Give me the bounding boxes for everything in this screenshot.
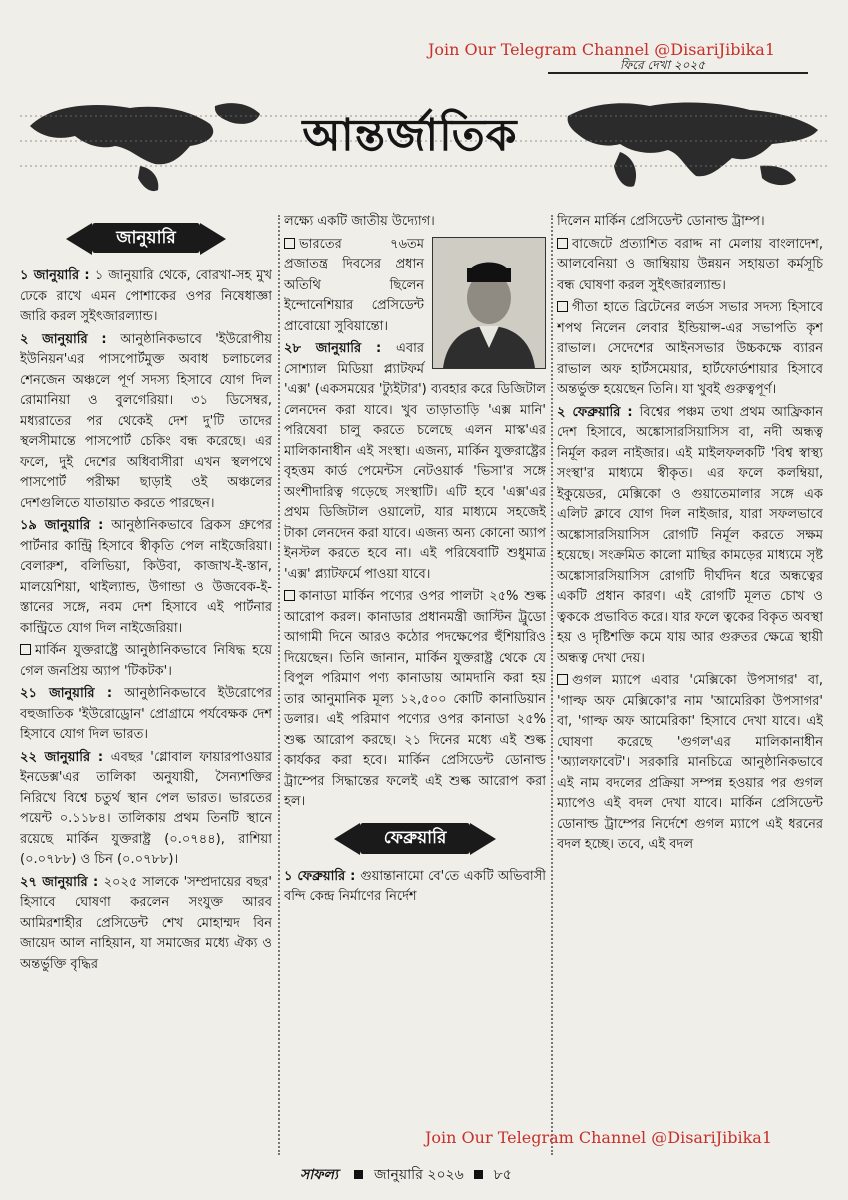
news-text: মার্কিন যুক্তরাষ্ট্রে আনুষ্ঠানিকভাবে নিষিদ্ধ হয়ে গেল জনপ্রিয় অ্যাপ 'টিকটক'। xyxy=(20,643,272,679)
news-text: আনুষ্ঠানিকভাবে ইউরোপের বহুজাতিক 'ইউরোড্রোন' প্রোগ্রামে পর্যবেক্ষক দেশ হিসাবে যোগ দিল ভারত। xyxy=(20,686,272,742)
news-item xyxy=(284,867,546,908)
news-item xyxy=(557,403,823,670)
telegram-watermark-top: Join Our Telegram Channel @DisariJibika1 xyxy=(428,40,776,59)
news-text: ভারতের ৭৬তম প্রজাতন্ত্র দিবসের প্রধান অতিথি ছিলেন ইন্দোনেশিয়ার প্রেসিডেন্ট প্রাবোয়ো সুবিয়ান্তো। xyxy=(284,236,424,334)
news-item xyxy=(557,671,823,856)
column-2 xyxy=(284,212,546,1132)
column-divider-1 xyxy=(278,215,280,1155)
news-text: লক্ষ্যে একটি জাতীয় উদ্যোগ। xyxy=(284,214,435,229)
telegram-watermark-bottom: Join Our Telegram Channel @DisariJibika1 xyxy=(425,1128,773,1147)
news-item xyxy=(20,748,272,871)
month-pill xyxy=(360,823,471,854)
news-text: ২০২৫ সালকে 'সম্প্রদায়ের বছর' হিসাবে ঘোষণা করলেন সংযুক্ত আরব আমিরশাহীর প্রেসিডেন্ট শেখ মোহাম্মদ বিন জায়েদ আল নাহিয়ান, যা সমাজের মধ্যে ঐক্য ও অন্তর্ভুক্তি বৃদ্ধির xyxy=(20,874,272,972)
checkbox-bullet-icon xyxy=(20,644,31,655)
footer-issue: জানুয়ারি ২০২৬ xyxy=(373,1167,464,1183)
news-text: এবার সোশ্যাল মিডিয়া প্ল্যাটফর্ম 'এক্স' (একসময়ের 'ট্যুইটার') ব্যবহার করে ডিজিটাল লেনদেন করা যাবে। খুব তাড়াতাড়ি 'এক্স মানি' পরিষেবা চালু করতে চলেছে এলন মাস্ক'এর মালিকানাধীন এই সংস্থা। এজন্য, মার্কিন যুক্তরাষ্ট্রের বৃহত্তম কার্ড পেমেন্টস নেটওয়ার্ক 'ভিসা'র সঙ্গে অংশীদারিত্ব গড়েছে সংস্থাটি। এটি হবে 'এক্স'এর প্রথম ডিজিটাল ওয়ালেট, যার মাধ্যমে সহজেই টাকা লেনদেন করা যাবে। এজন্য অন্য কোনো অ্যাপ ইনস্টল করতে হবে না। এই পরিষেবাটি শুধুমাত্র 'এক্স' প্ল্যাটফর্মে পাওয়া যাবে। xyxy=(284,341,546,582)
magazine-logo: সাফল্য xyxy=(300,1167,339,1183)
checkbox-bullet-icon xyxy=(557,301,568,312)
news-text: গুয়ান্তানামো বে'তে একটি অভিবাসী বন্দি কেন্দ্র নির্মাণের নির্দেশ xyxy=(284,868,546,904)
date-lead: ২৮ জানুয়ারি : xyxy=(284,341,396,356)
news-item xyxy=(20,873,272,976)
month-label: ফেব্রুয়ারি xyxy=(383,828,447,849)
running-head-rule xyxy=(548,72,808,74)
news-text: বাজেটে প্রত্যাশিত বরাদ্দ না মেলায় বাংলাদেশ, আলবেনিয়া ও জাম্বিয়ায় উন্নয়ন সহায়তা কর্মসূচি বন্ধ ঘোষণা করল সুইৎজারল্যান্ড। xyxy=(557,236,823,293)
news-item xyxy=(20,684,272,746)
news-text: আনুষ্ঠানিকভাবে 'ইউরোপীয় ইউনিয়ন'এর পাসপোর্টমুক্ত অবাধ চলাচলের শেনজেন অঞ্চলে পূর্ণ সদস্য হিসাবে যোগ দিল রোমানিয়া ও বুলগেরিয়া। ৩১ ডিসেম্বর, মধ্যরাতের পর থেকেই দেশ দু'টি তাদের স্থলসীমান্তে পাসপোর্ট চেকিং বন্ধ করেছে। এর ফলে, দুই দেশের অধিবাসীরা এখন স্থলপথে পাসপোর্ট পরীক্ষা ছাড়াই ওই অঞ্চলের দেশগুলিতে যাতায়াত করতে পারছেন। xyxy=(20,331,272,511)
checkbox-bullet-icon xyxy=(284,590,295,601)
news-text: বিশ্বের পঞ্চম তথা প্রথম আফ্রিকান দেশ হিসাবে, অঙ্কোসারসিয়াসিস বা, নদী অন্ধত্ব নির্মূল করল নাইজার। এই মাইলফলকটি 'বিশ্ব স্বাস্থ্য সংস্থা'র মাধ্যমে স্বীকৃত। এর ফলে কলম্বিয়া, ইকুয়েডর, মেক্সিকো ও গুয়াতেমালার সঙ্গে এক এলিট ক্লাবে যোগ দিল নাইজার, যারা সফলভাবে অঙ্কোসারসিয়াসিস রোগটি নির্মূল করতে সক্ষম হয়েছে। সংক্রমিত কালো মাছির কামড়ের মাধ্যমে সৃষ্ট অঙ্কোসারসিয়াসিস রোগটি দীর্ঘদিন ধরে অন্ধত্বের একটি প্রধান কারণ। এই রোগটি মূলত চোখ ও ত্বককে প্রভাবিত করে। যার ফলে ত্বকের বিকৃত অবস্থা হয় ও দৃষ্টিশক্তি কমে যায় আর গুরুতর ক্ষেত্রে স্থায়ী অন্ধত্ব দেখা দেয়। xyxy=(557,404,823,666)
news-text: এবছর 'গ্লোবাল ফায়ারপাওয়ার ইনডেক্স'এর তালিকা অনুযায়ী, সৈন্যশক্তির নিরিখে বিশ্বে চতুর্থ স্থান পেল ভারত। ভারতের পয়েন্ট ০.১১৮৪। তালিকায় প্রথম তিনটি স্থানে রয়েছে মার্কিন যুক্তরাষ্ট্র (০.০৭৪৪), রাশিয়া (০.০৭৮৮) ও চিন (০.০৭৮৮)। xyxy=(20,749,272,867)
news-item xyxy=(20,330,272,515)
news-item xyxy=(284,339,546,585)
date-lead: ১ জানুয়ারি : xyxy=(20,268,95,283)
month-heading-january xyxy=(20,216,272,260)
date-lead: ১৯ জানুয়ারি : xyxy=(20,518,112,533)
news-text: আনুষ্ঠানিকভাবে ব্রিকস গ্রুপের পার্টনার কান্ট্রি হিসাবে স্বীকৃতি পেল নাইজেরিয়া। বেলারুশ, বলিভিয়া, কিউবা, কাজাখ-ই-স্তান, মালয়েশিয়া, থাইল্যান্ড, উগান্ডা ও উজবেক-ই-স্তানের সঙ্গে, নবম দেশ হিসাবে এই পার্টনার কান্ট্রিতে যোগ দিল নাইজেরিয়া। xyxy=(20,518,272,636)
date-lead: ২১ জানুয়ারি : xyxy=(20,686,125,701)
news-item xyxy=(20,641,272,682)
president-photo xyxy=(432,237,546,369)
checkbox-bullet-icon xyxy=(557,674,568,685)
section-title: আন্তর্জাতিক xyxy=(302,109,518,161)
news-item xyxy=(557,235,823,297)
news-item xyxy=(557,298,823,401)
footer-square-icon xyxy=(354,1170,363,1179)
checkbox-bullet-icon xyxy=(557,238,568,249)
date-lead: ২২ জানুয়ারি : xyxy=(20,749,111,765)
news-item xyxy=(20,516,272,639)
footer-square-icon xyxy=(474,1170,483,1179)
month-heading-february xyxy=(284,817,546,861)
date-lead: ১ ফেব্রুয়ারি : xyxy=(284,868,361,884)
date-lead: ২ জানুয়ারি : xyxy=(20,331,121,347)
running-head: ফিরে দেখা ২০২৫ xyxy=(620,58,705,72)
news-text: দিলেন মার্কিন প্রেসিডেন্ট ডোনাল্ড ট্রাম্প। xyxy=(557,214,765,229)
month-pill xyxy=(92,223,199,254)
news-item xyxy=(20,266,272,328)
date-lead: ২৭ জানুয়ারি : xyxy=(20,874,104,890)
column-divider-2 xyxy=(551,215,553,1155)
news-text: গীতা হাতে ব্রিটেনের লর্ডস সভার সদস্য হিসাবে শপথ নিলেন লেবার ইন্ডিয়ান্স-এর সভাপতি কৃশ রাভাল। সেদেশের আইনসভার উচ্চকক্ষে ব্যারন রাভাল অফ হার্টসমেয়ার, হার্টফোর্ডশায়ার হিসাবে অন্তর্ভুক্ত হয়েছেন তিনি। যা খুবই গুরুত্বপূর্ণ। xyxy=(557,300,823,397)
column-1 xyxy=(20,212,272,1132)
checkbox-bullet-icon xyxy=(284,238,295,249)
section-title-box xyxy=(250,96,570,180)
news-text: ১ জানুয়ারি থেকে, বোরখা-সহ মুখ ঢেকে রাখে এমন পোশাকের ওপর নিষেধাজ্ঞা জারি করল সুইৎজারল্যান্ড। xyxy=(20,268,272,324)
news-text: গুগল ম্যাপে এবার 'মেক্সিকো উপসাগর' বা, 'গাল্ফ অফ মেক্সিকো'র নাম 'আমেরিকা উপসাগর' বা, 'গাল্ফ অফ আমেরিকা' হিসাবে দেখা যাবে। এই ঘোষণা করেছে 'গুগল'এর মালিকানাধীন 'অ্যালফাবেট'। সরকারি মানচিত্রে আনুষ্ঠানিকভাবে এই নাম বদলের প্রক্রিয়া সম্পন্ন হওয়ার পর গুগল ম্যাপেও এই বদল দেখা যাবে। মার্কিন প্রেসিডেন্ট ডোনাল্ড ট্রাম্পের নির্দেশে গুগল ম্যাপে এই ধরনের বদল হচ্ছে। তবে, এই বদল xyxy=(557,673,823,852)
month-label: জানুয়ারি xyxy=(116,227,176,248)
news-item xyxy=(557,212,823,233)
date-lead: ২ ফেব্রুয়ারি : xyxy=(557,404,640,420)
news-text: কানাডা মার্কিন পণ্যের ওপর পালটা ২৫% শুল্ক আরোপ করল। কানাডার প্রধানমন্ত্রী জাস্টিন ট্রুডো আগামী দিনে আরও কঠোর পদক্ষেপের হুঁশিয়ারিও দিয়েছেন। তিনি জানান, মার্কিন যুক্তরাষ্ট্র থেকে যে বিপুল পরিমাণ পণ্য কানাডায় আমদানি করা হয় তার আনুমানিক মূল্য ১২,৫০০ কোটি কানাডিয়ান ডলার। এই পরিমাণ পণ্যের ওপর কানাডা ২৫% শুল্ক আরোপ করছে। ২১ দিনের মধ্যে এই শুল্ক কার্যকর করা হবে। মার্কিন প্রেসিডেন্ট ডোনাল্ড ট্রাম্পের সিদ্ধান্তের ফলেই এই শুল্ক আরোপ করা হল। xyxy=(284,589,546,809)
news-item xyxy=(284,587,546,813)
news-item xyxy=(284,212,546,233)
footer-page-number: ৮৫ xyxy=(493,1167,512,1183)
page-footer xyxy=(300,1163,512,1187)
column-3 xyxy=(557,212,823,1132)
